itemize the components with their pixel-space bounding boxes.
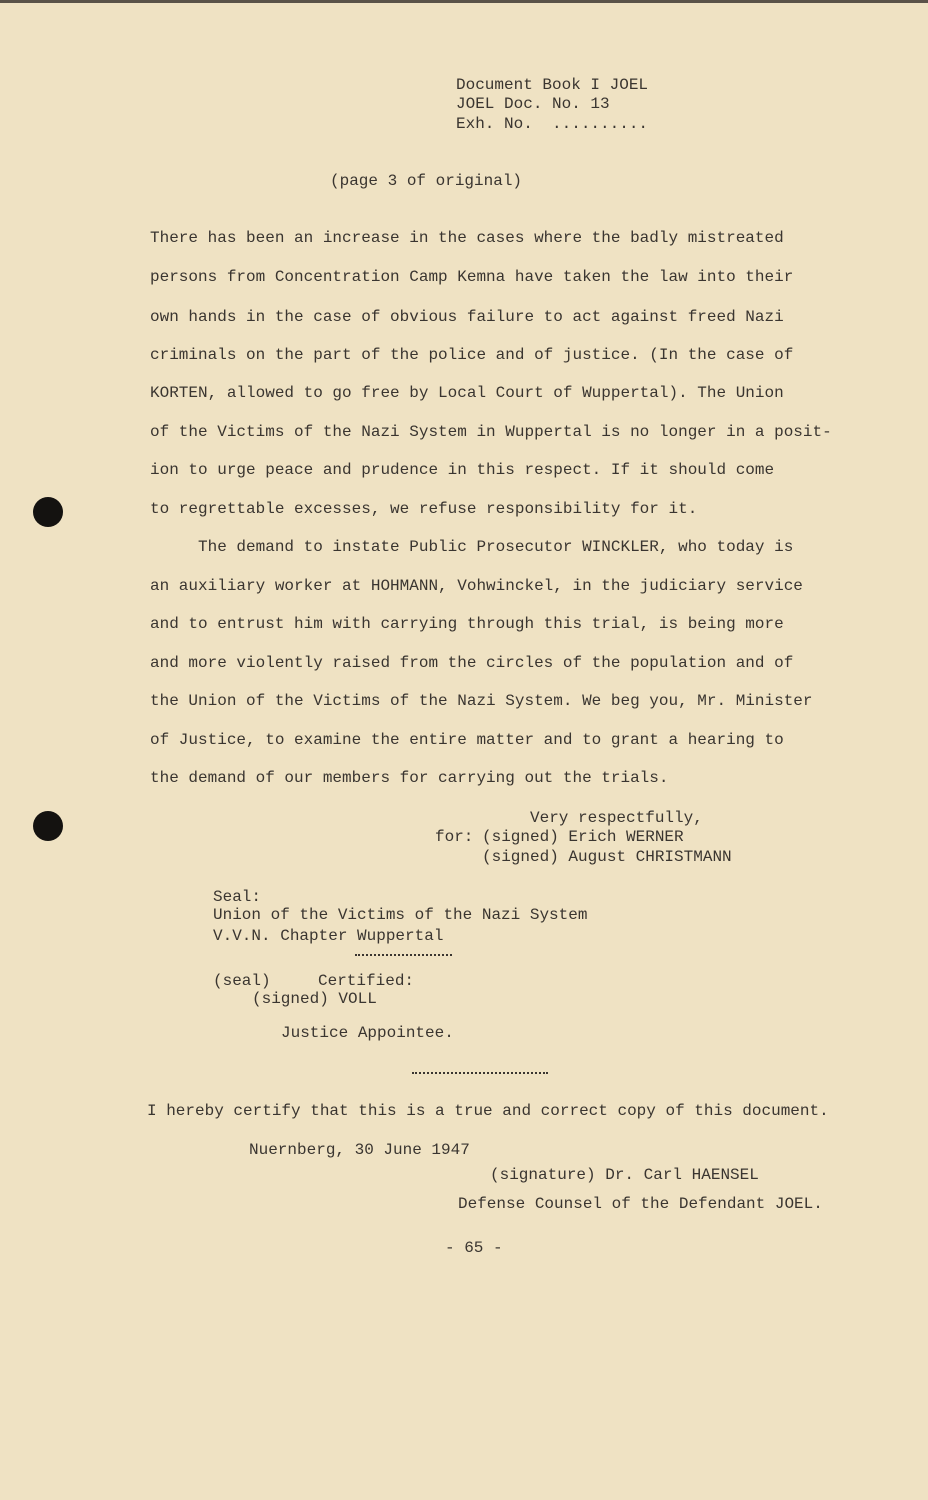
page-note: (page 3 of original): [330, 172, 523, 190]
divider-rule: [355, 954, 452, 956]
page-top-edge: [0, 0, 928, 3]
body-line: ion to urge peace and prudence in this respect. If it should come: [150, 461, 775, 479]
seal-line: V.V.N. Chapter Wuppertal: [213, 927, 444, 945]
body-line: criminals on the part of the police and of justice. (In the case of: [150, 346, 794, 364]
body-line: the demand of our members for carrying out the trials.: [150, 769, 669, 787]
signer-voll: (signed) VOLL: [252, 990, 377, 1008]
body-line: to regrettable excesses, we refuse responsibility for it.: [150, 500, 698, 518]
punch-hole: [33, 811, 63, 841]
divider-rule: [412, 1072, 548, 1074]
counsel-signature: (signature) Dr. Carl HAENSEL: [490, 1166, 759, 1184]
page-number: - 65 -: [445, 1239, 503, 1257]
place-date: Nuernberg, 30 June 1947: [249, 1141, 470, 1159]
signer-christmann: (signed) August CHRISTMANN: [482, 848, 732, 866]
body-line: an auxiliary worker at HOHMANN, Vohwinckel, in the judiciary service: [150, 577, 803, 595]
seal-label: Seal:: [213, 888, 262, 906]
body-line: persons from Concentration Camp Kemna have taken the law into their: [150, 268, 794, 286]
body-line: KORTEN, allowed to go free by Local Court of Wuppertal). The Union: [150, 384, 784, 402]
body-line: own hands in the case of obvious failure to act against freed Nazi: [150, 308, 784, 326]
punch-hole: [33, 497, 63, 527]
seal-mark: (seal): [213, 972, 271, 990]
seal-line: Union of the Victims of the Nazi System: [213, 906, 588, 924]
counsel-role: Defense Counsel of the Defendant JOEL.: [458, 1195, 823, 1213]
closing-salutation: Very respectfully,: [530, 809, 703, 827]
body-line: of Justice, to examine the entire matter and to grant a hearing to: [150, 731, 784, 749]
exhibit-number: Exh. No. ..........: [456, 115, 649, 133]
body-line: The demand to instate Public Prosecutor WINCKLER, who today is: [150, 538, 794, 556]
certified-label: Certified:: [318, 972, 415, 990]
doc-number: JOEL Doc. No. 13: [456, 95, 610, 113]
signer-werner: (signed) Erich WERNER: [482, 828, 684, 846]
body-line: There has been an increase in the cases where the badly mistreated: [150, 229, 784, 247]
doc-book-label: Document Book I JOEL: [456, 76, 649, 94]
body-line: and to entrust him with carrying through this trial, is being more: [150, 615, 784, 633]
body-line: the Union of the Victims of the Nazi System. We beg you, Mr. Minister: [150, 692, 813, 710]
body-line: of the Victims of the Nazi System in Wuppertal is no longer in a posit-: [150, 423, 832, 441]
signer-title: Justice Appointee.: [281, 1024, 454, 1042]
certification-statement: I hereby certify that this is a true and correct copy of this document.: [147, 1102, 829, 1120]
body-line: and more violently raised from the circles of the population and of: [150, 654, 794, 672]
for-label: for:: [435, 828, 474, 846]
